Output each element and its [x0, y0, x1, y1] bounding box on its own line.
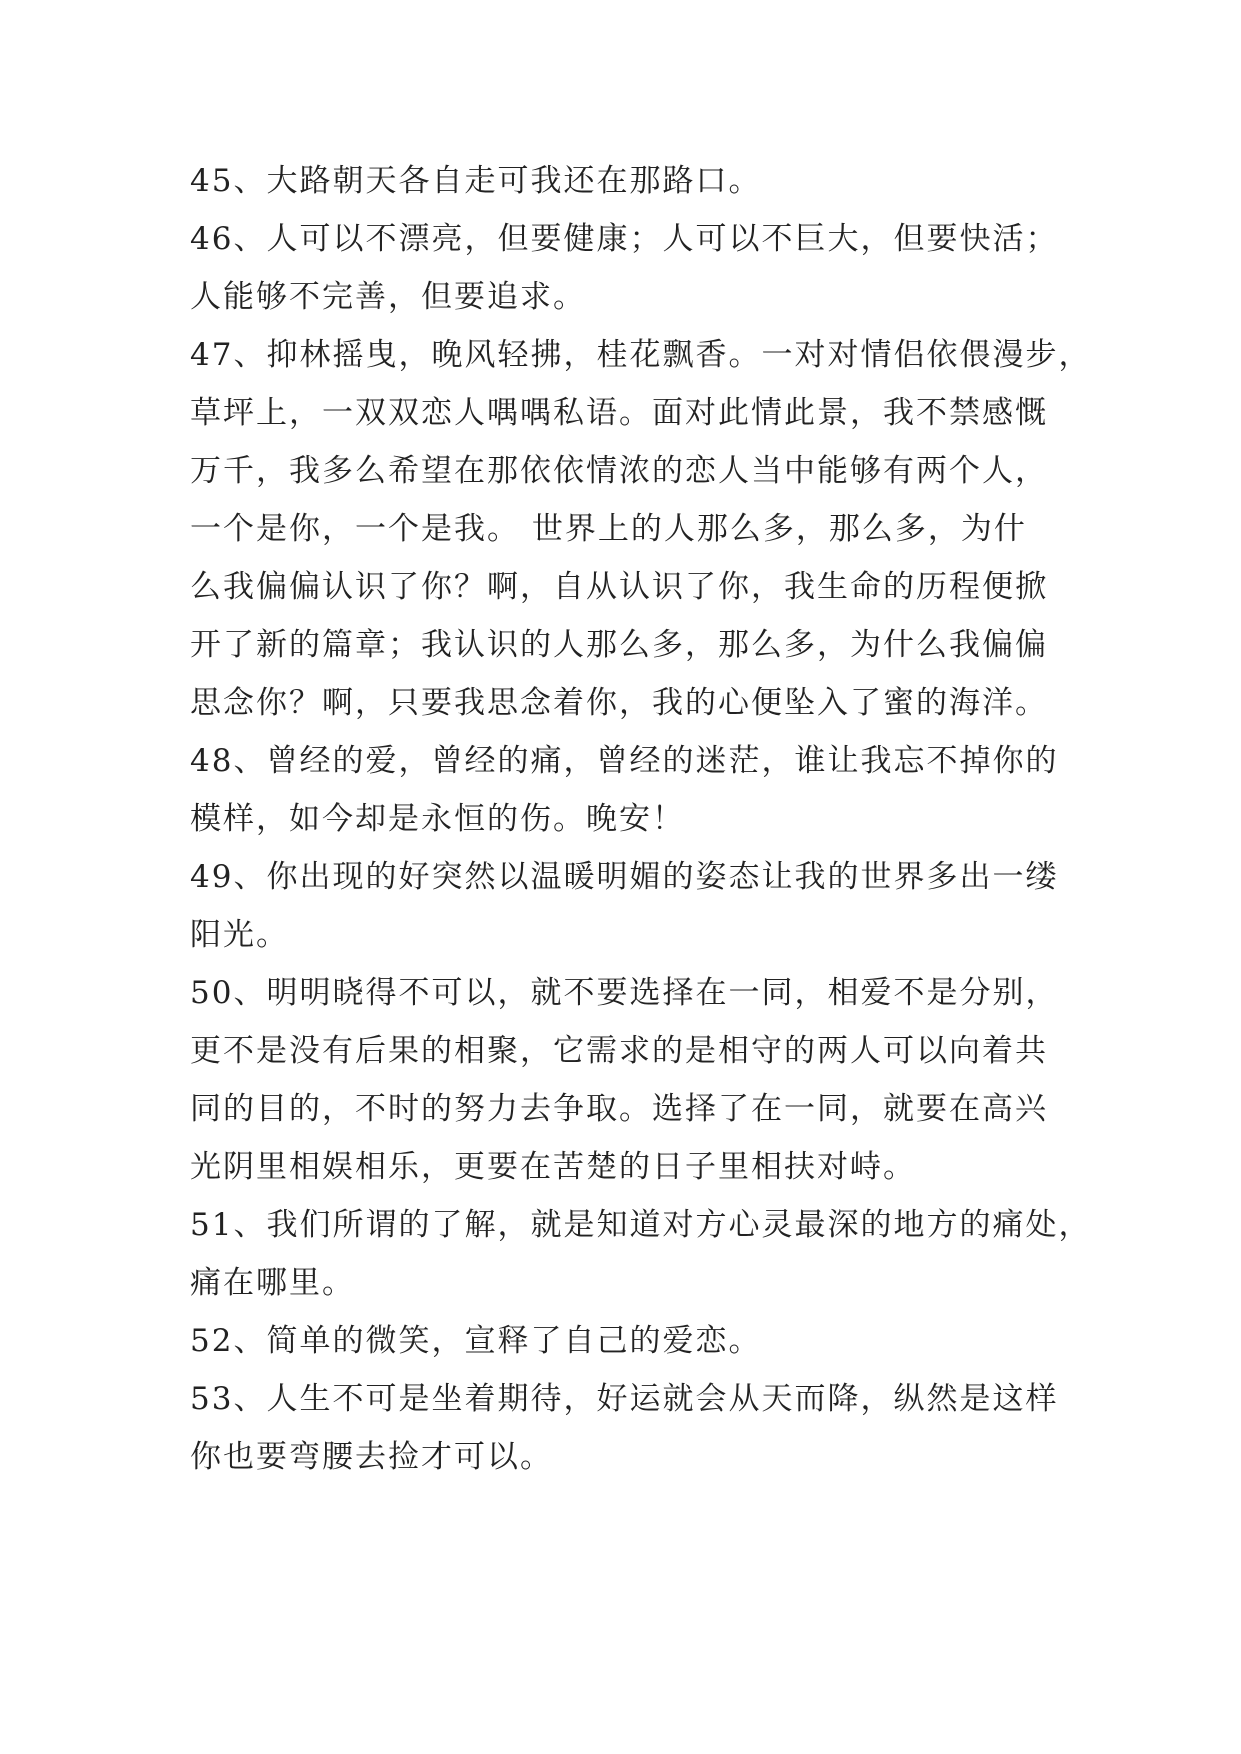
text-line: 么我偏偏认识了你？啊，自从认识了你，我生命的历程便掀 [190, 569, 1048, 605]
text-line: 45、大路朝天各自走可我还在那路口。 [190, 163, 762, 199]
text-line: 更不是没有后果的相聚，它需求的是相守的两人可以向着共 [190, 1033, 1048, 1069]
text-line: 52、简单的微笑，宣释了自己的爱恋。 [190, 1323, 762, 1359]
text-line: 开了新的篇章；我认识的人那么多，那么多，为什么我偏偏 [190, 627, 1048, 663]
text-line: 痛在哪里。 [190, 1265, 355, 1301]
text-line: 你也要弯腰去捡才可以。 [190, 1439, 553, 1475]
text-line: 51、我们所谓的了解，就是知道对方心灵最深的地方的痛处， [190, 1207, 1092, 1243]
text-line: 47、抑林摇曳，晚风轻拂，桂花飘香。一对对情侣依偎漫步， [190, 337, 1092, 373]
text-line: 50、明明晓得不可以，就不要选择在一同，相爱不是分别， [190, 975, 1059, 1011]
text-line: 49、你出现的好突然以温暖明媚的姿态让我的世界多出一缕 [190, 859, 1059, 895]
text-line: 48、曾经的爱，曾经的痛，曾经的迷茫，谁让我忘不掉你的 [190, 743, 1059, 779]
text-line: 人能够不完善，但要追求。 [190, 279, 586, 315]
text-line: 草坪上，一双双恋人喁喁私语。面对此情此景，我不禁感慨 [190, 395, 1048, 431]
text-line: 模样，如今却是永恒的伤。晚安！ [190, 801, 685, 837]
text-line: 一个是你，一个是我。 世界上的人那么多，那么多，为什 [190, 511, 1027, 547]
document-body [190, 152, 1092, 1486]
text-line: 阳光。 [190, 917, 289, 953]
text-line: 光阴里相娱相乐，更要在苦楚的日子里相扶对峙。 [190, 1149, 916, 1185]
text-line: 53、人生不可是坐着期待，好运就会从天而降，纵然是这样 [190, 1381, 1059, 1417]
text-line: 思念你？啊，只要我思念着你，我的心便坠入了蜜的海洋。 [190, 685, 1048, 721]
text-line: 万千，我多么希望在那依依情浓的恋人当中能够有两个人， [190, 453, 1048, 489]
text-line: 同的目的，不时的努力去争取。选择了在一同，就要在高兴 [190, 1091, 1048, 1127]
text-line: 46、人可以不漂亮，但要健康；人可以不巨大，但要快活； [190, 221, 1059, 257]
